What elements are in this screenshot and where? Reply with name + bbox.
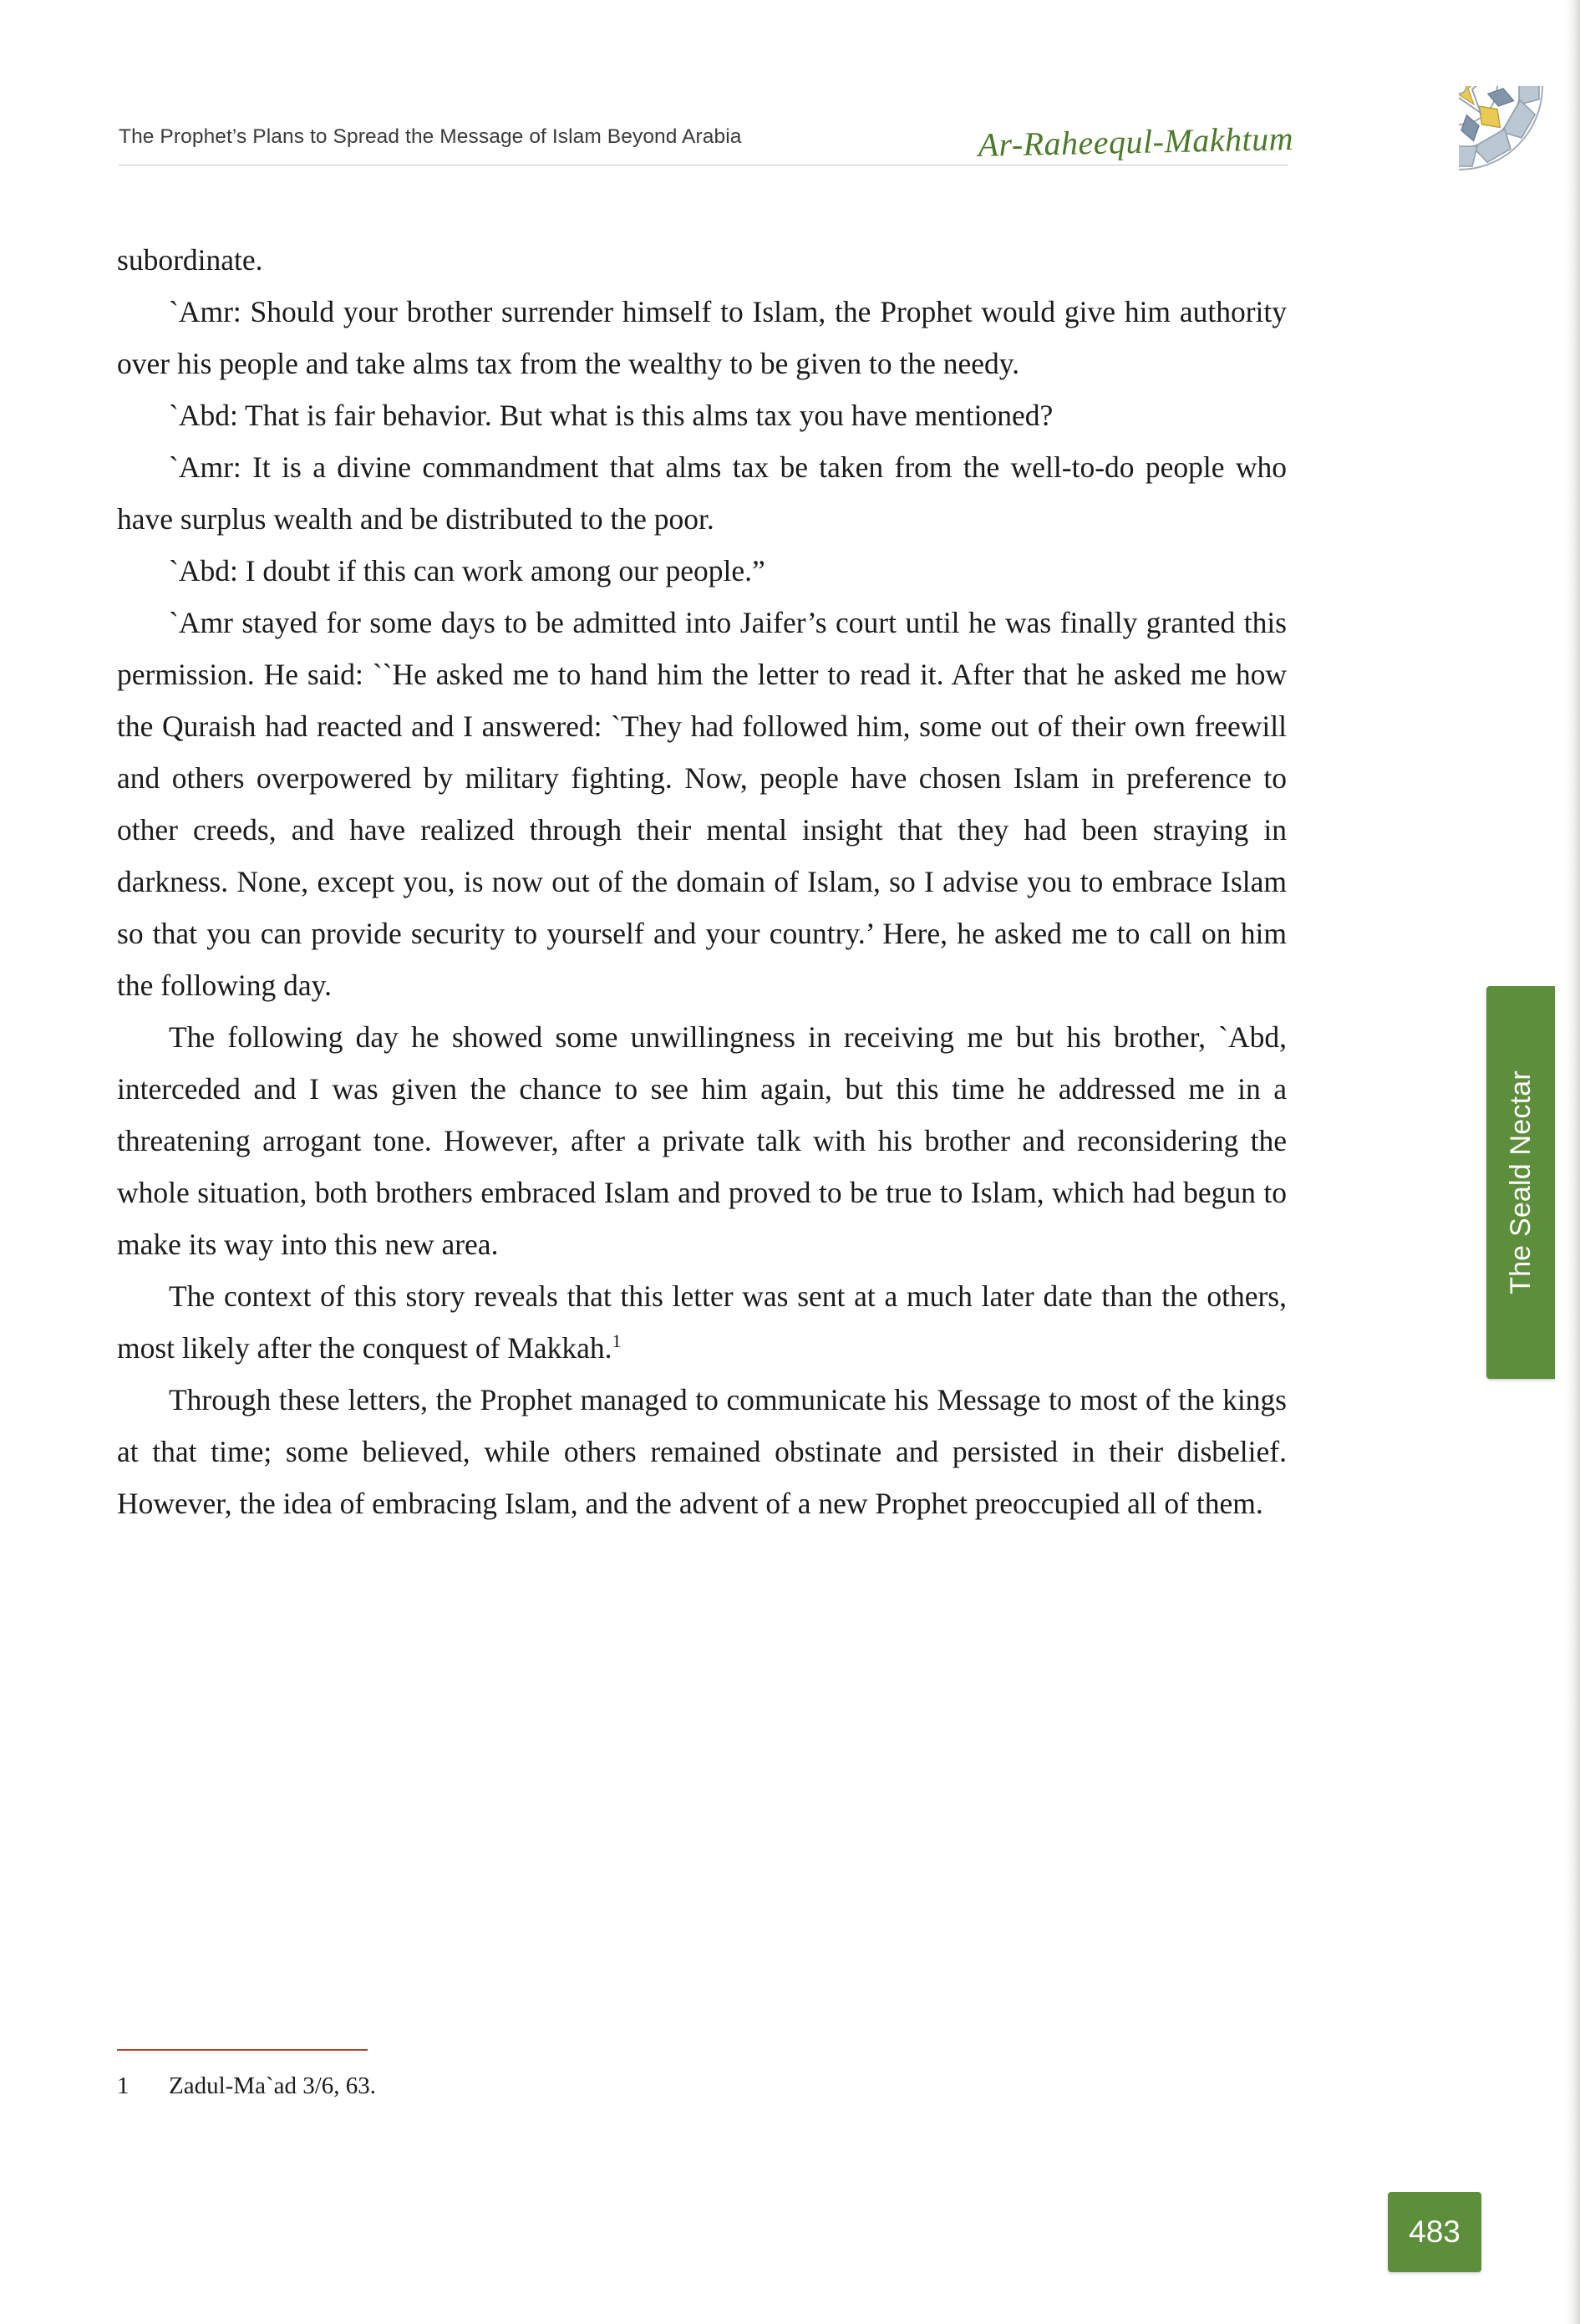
footnote-citation: Zadul-Ma`ad 3/6, 63. bbox=[169, 2072, 377, 2099]
paragraph: `Amr: Should your brother surrender himself to Islam, the Prophet would give him authority over his people and take alms tax from the wealthy to be given to the needy. bbox=[117, 295, 1287, 380]
islamic-rosette-ornament bbox=[1363, 7, 1555, 182]
paragraph: `Abd: I doubt if this can work among our people.” bbox=[169, 554, 765, 587]
running-head: The Prophet’s Plans to Spread the Message of Islam Beyond Arabia bbox=[119, 125, 742, 148]
footnote-divider bbox=[117, 2049, 368, 2051]
paragraph: subordinate. bbox=[117, 243, 263, 277]
paragraph-with-footnote bbox=[117, 1270, 1287, 1374]
footnote-block bbox=[117, 2049, 1287, 2100]
page-edge-shadow bbox=[1565, 0, 1580, 2324]
paragraph: The following day he showed some unwillingness in receiving me but his brother, `Abd, interceded and I was given the chance to see him again, but this time he addressed me in a threatening arrogant tone. However, after a private talk with his brother and reconsidering the whole situation, both brothers embraced Islam and proved to be true to Islam, which had begun to make its way into this new area. bbox=[117, 1020, 1287, 1261]
side-tab bbox=[1486, 986, 1555, 1379]
paragraph-text: The context of this story reveals that this letter was sent at a much later date than the others, most likely after the conquest of Makkah. bbox=[117, 1279, 1287, 1365]
body-text bbox=[117, 234, 1287, 1529]
paragraph: `Amr: It is a divine commandment that alms tax be taken from the well-to-do people who have surplus wealth and be distributed to the poor. bbox=[117, 450, 1287, 536]
footnote-marker[interactable]: 1 bbox=[612, 1330, 622, 1352]
side-tab-label: The Seald Nectar bbox=[1505, 1070, 1537, 1294]
paragraph: `Amr stayed for some days to be admitted into Jaifer’s court until he was finally granted this permission. He said: ``He asked me to hand him the letter to read it. After that he asked me how the Quraish had reacted and I answered: `They had followed him, some out of their own freewill and others overpowered by military fighting. Now, people have chosen Islam in preference to other creeds, and have realized through their mental insight that they had been straying in darkness. None, except you, is now out of the domain of Islam, so I advise you to embrace Islam so that you can provide security to yourself and your country.’ Here, he asked me to call on him the following day. bbox=[117, 606, 1287, 1002]
footnote-number: 1 bbox=[117, 2072, 130, 2099]
page-number-badge: 483 bbox=[1388, 2192, 1481, 2272]
book-title-script: Ar-Raheequl-Makhtum bbox=[977, 120, 1293, 164]
footnote-entry bbox=[117, 2072, 1287, 2100]
paragraph: `Abd: That is fair behavior. But what is this alms tax you have mentioned? bbox=[169, 399, 1054, 432]
paragraph: Through these letters, the Prophet managed to communicate his Message to most of the kings at that time; some believed, while others remained obstinate and persisted in their disbelief. However, the idea of embracing Islam, and the advent of a new Prophet preoccupied all of them. bbox=[117, 1383, 1287, 1520]
page-header bbox=[119, 120, 1305, 186]
